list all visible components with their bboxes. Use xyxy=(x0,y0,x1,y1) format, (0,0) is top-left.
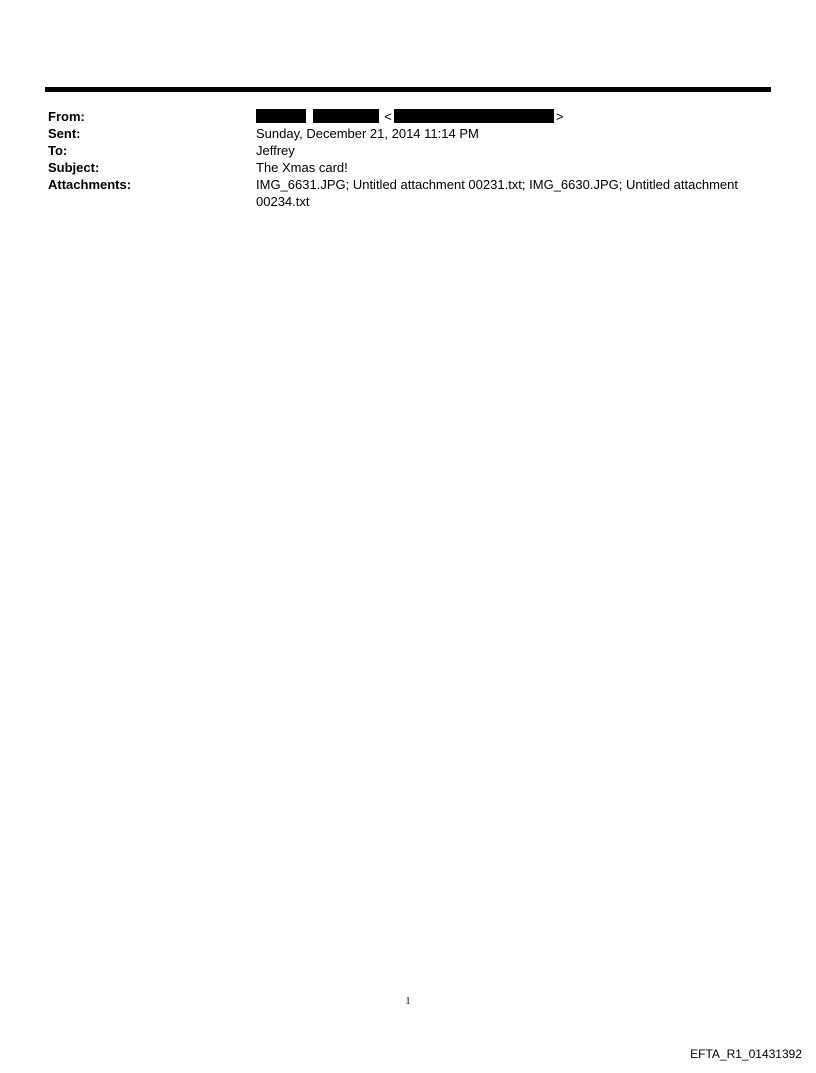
attachments-label: Attachments: xyxy=(48,177,132,192)
sent-row xyxy=(48,125,768,142)
subject-label: Subject: xyxy=(48,160,100,175)
email-close-bracket: > xyxy=(555,109,564,124)
attachments-row xyxy=(48,176,768,210)
redaction-block-first-name xyxy=(256,109,306,123)
sent-label: Sent: xyxy=(48,126,81,141)
email-header xyxy=(48,108,768,210)
page-number: 1 xyxy=(405,996,411,1007)
bates-number: EFTA_R1_01431392 xyxy=(690,1047,802,1061)
subject-row xyxy=(48,159,768,176)
to-row xyxy=(48,142,768,159)
sent-value: Sunday, December 21, 2014 11:14 PM xyxy=(256,126,479,141)
header-divider-rule xyxy=(45,87,771,92)
redaction-block-email xyxy=(394,109,554,123)
attachments-value: IMG_6631.JPG; Untitled attachment 00231.txt; IMG_6630.JPG; Untitled attachment 00234.txt xyxy=(256,177,738,209)
email-open-bracket: < xyxy=(384,109,392,124)
to-label: To: xyxy=(48,143,68,158)
redaction-block-last-name xyxy=(313,109,379,123)
from-row xyxy=(48,108,768,125)
subject-value: The Xmas card! xyxy=(256,160,348,175)
from-label: From: xyxy=(48,109,85,124)
to-value: Jeffrey xyxy=(256,143,295,158)
from-value xyxy=(256,108,768,125)
